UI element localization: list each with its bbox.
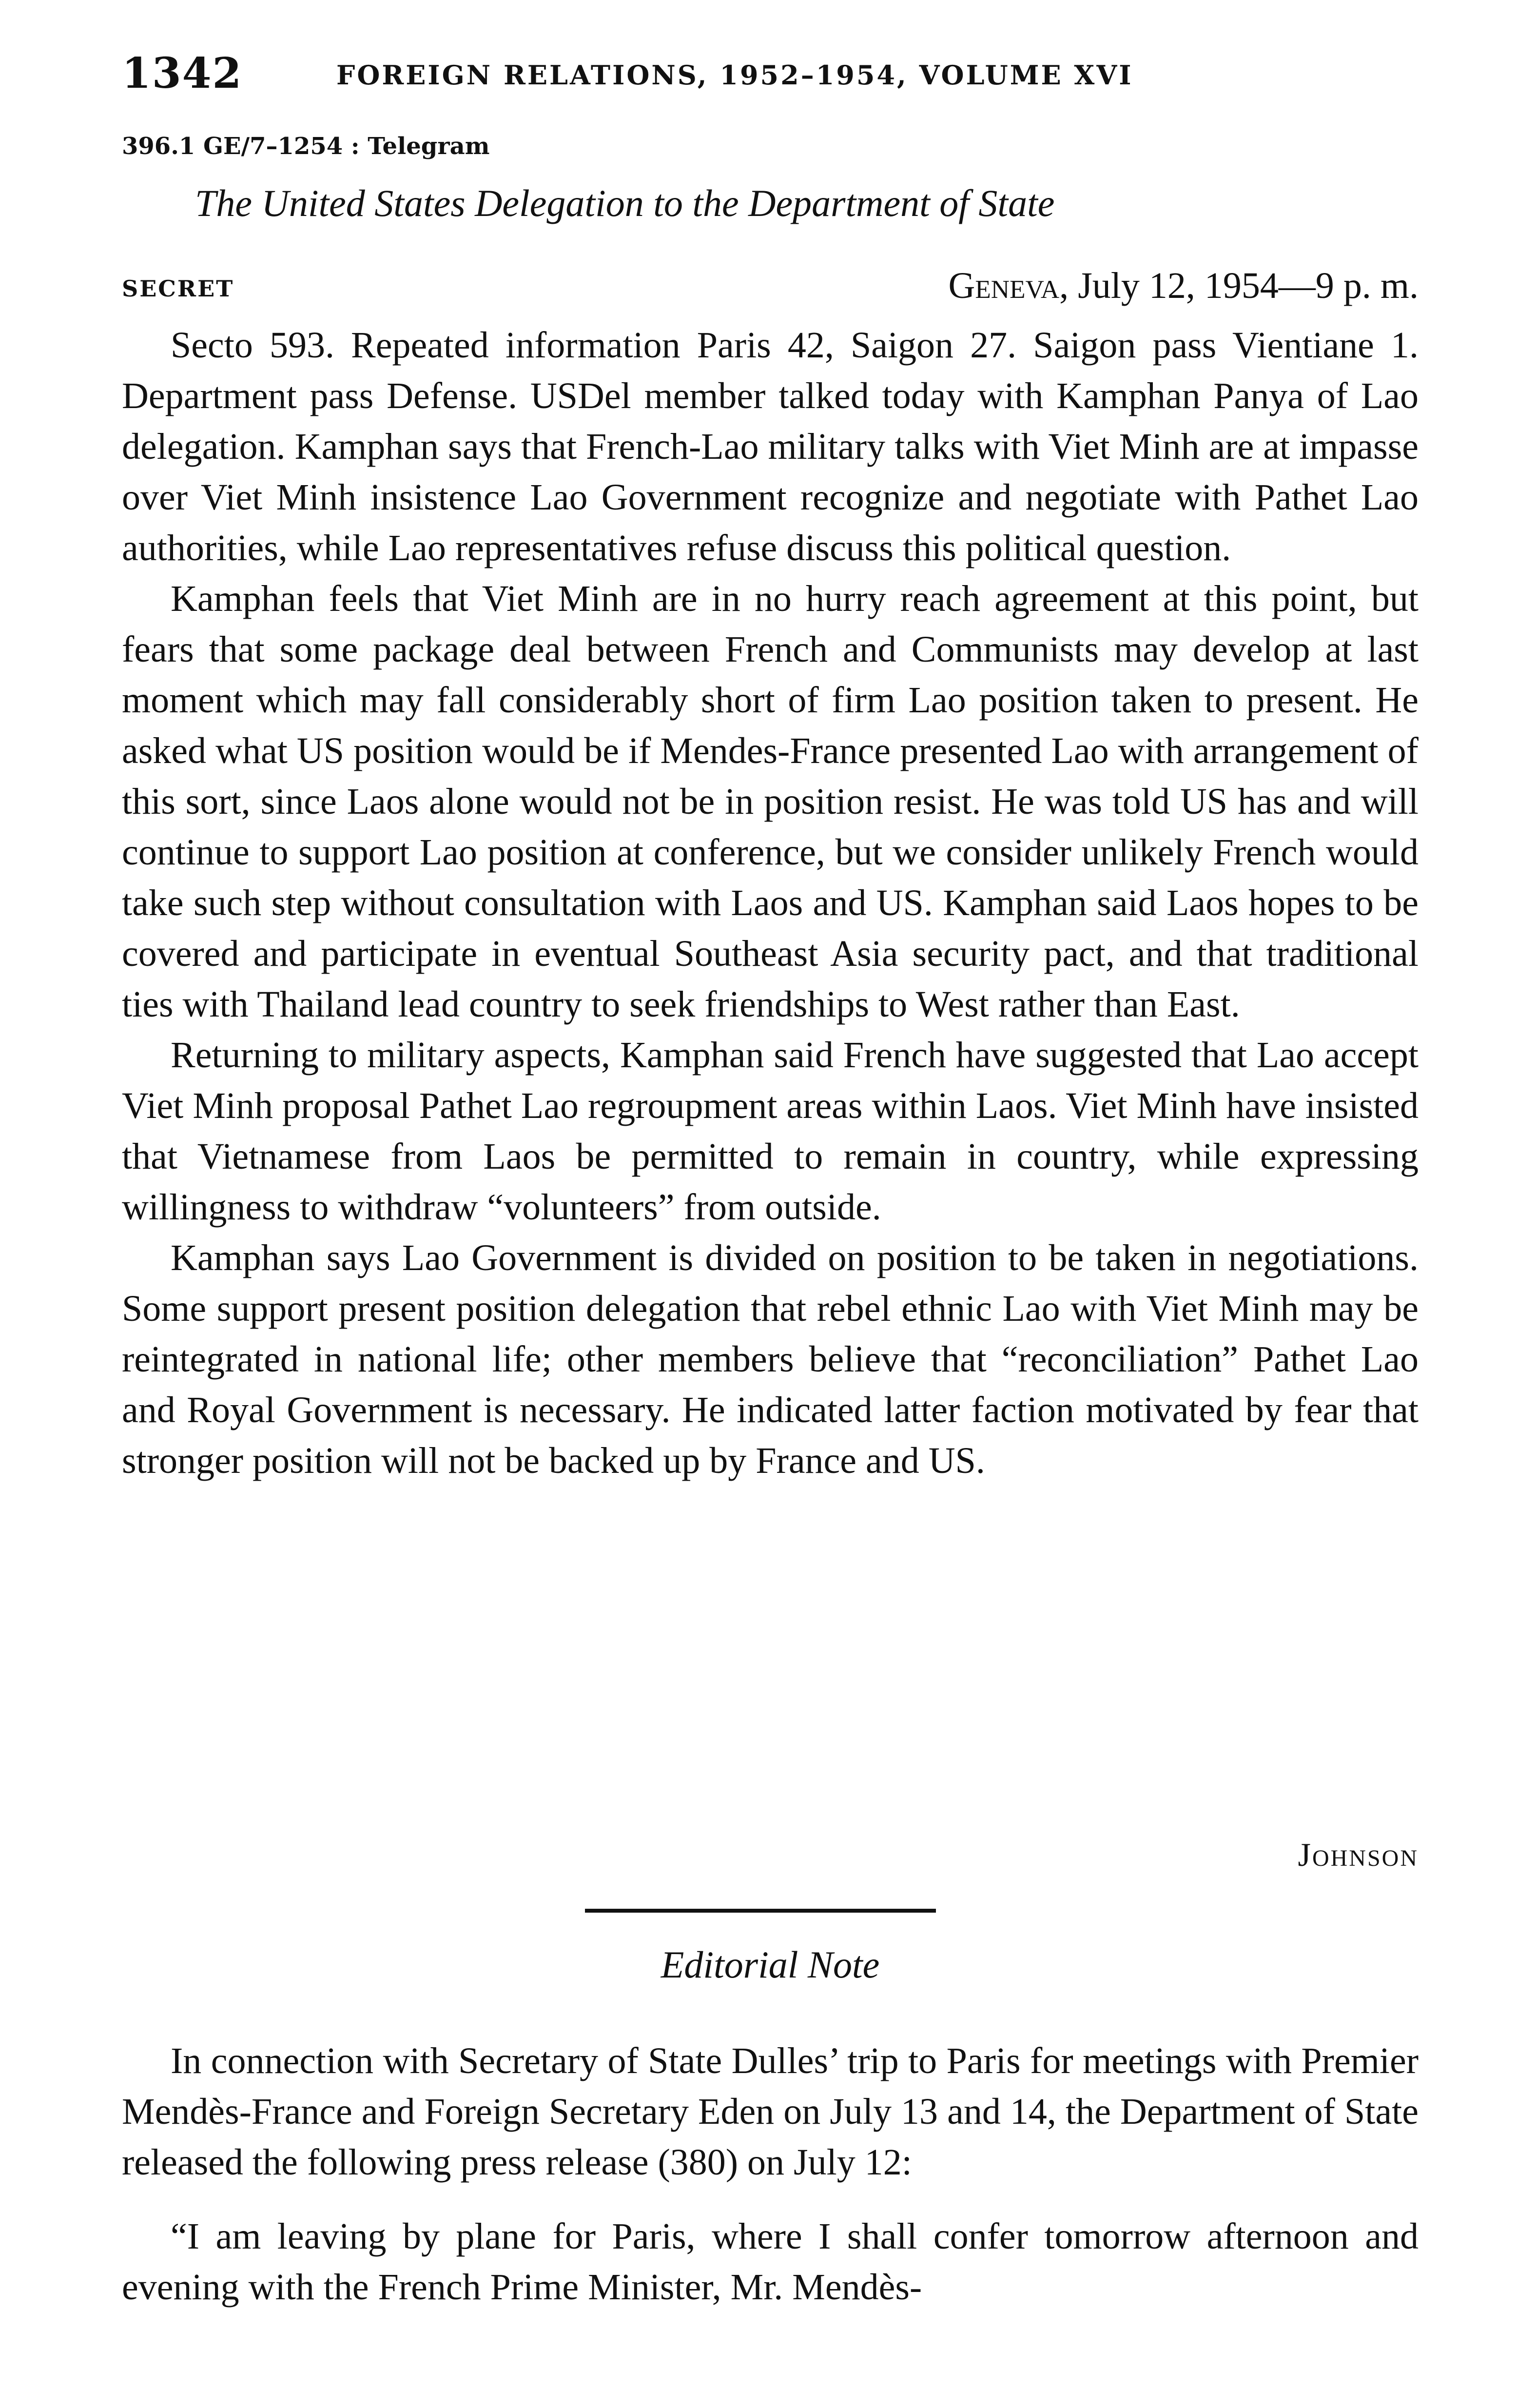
dateline-place: Geneva, (948, 265, 1069, 306)
telegram-paragraph: Secto 593. Repeated information Paris 42, Saigon 27. Saigon pass Vientiane 1. Department pass Defense. USDel member talked today with Kamphan Panya of Lao delegation. Kamphan says that French-Lao military talks with Viet Minh are at impasse over Viet Minh insistence Lao Government recognize and negotiate with Pathet Lao authorities, while Lao representatives refuse discuss this political question. (122, 325, 1419, 568)
series-title: FOREIGN RELATIONS, 1952–1954, VOLUME XVI (336, 59, 1133, 91)
running-head (122, 49, 1419, 102)
editorial-note-title: Editorial Note (661, 1943, 880, 1986)
editorial-note-body (122, 2036, 1419, 2336)
file-reference: 396.1 GE/7–1254 : Telegram (122, 133, 490, 160)
telegram-body (122, 320, 1419, 1486)
telegram-paragraph: Kamphan says Lao Government is divided on position to be taken in negotiations. Some support present position delegation that rebel ethnic Lao with Viet Minh may be reintegrated in national life; other members believe that “reconciliation” Pathet Lao and Royal Government is necessary. He indicated latter faction motivated by fear that stronger position will not be backed up by France and US. (122, 1237, 1419, 1481)
editorial-paragraph: In connection with Secretary of State Dulles’ trip to Paris for meetings with Premier Mendès-France and Foreign Secretary Eden on July 13 and 14, the Department of State released the following press release (380) on July 12: (122, 2040, 1419, 2183)
dateline (949, 265, 1419, 307)
telegram-paragraph: Kamphan feels that Viet Minh are in no hurry reach agreement at this point, but fears that some package deal between French and Communists may develop at last moment which may fall considerably short of firm Lao position taken to present. He asked what US position would be if Mendes-France presented Lao with arrangement of this sort, since Laos alone would not be in position resist. He was told US has and will continue to support Lao position at conference, but we consider unlikely French would take such step without consultation with Laos and US. Kamphan said Laos hopes to be covered and participate in eventual Southeast Asia security pact, and that traditional ties with Thailand lead country to seek friendships to West rather than East. (122, 578, 1419, 1025)
dateline-date: July 12, 1954—9 p. m. (1069, 265, 1419, 306)
page-number: 1342 (122, 49, 243, 98)
editorial-paragraph: “I am leaving by plane for Paris, where I shall confer tomorrow afternoon and evening with the French Prime Minister, Mr. Mendès- (122, 2216, 1419, 2308)
classification-label: SECRET (122, 275, 234, 302)
document-title: The United States Delegation to the Department of State (195, 182, 1055, 224)
telegram-paragraph: Returning to military aspects, Kamphan said French have suggested that Lao accept Viet Minh proposal Pathet Lao regroupment areas within Laos. Viet Minh have insisted that Vietnamese from Laos be permitted to remain in country, while expressing willingness to withdraw “volunteers” from outside. (122, 1035, 1419, 1228)
section-divider (585, 1909, 936, 1913)
signature: Johnson (1298, 1836, 1419, 1873)
